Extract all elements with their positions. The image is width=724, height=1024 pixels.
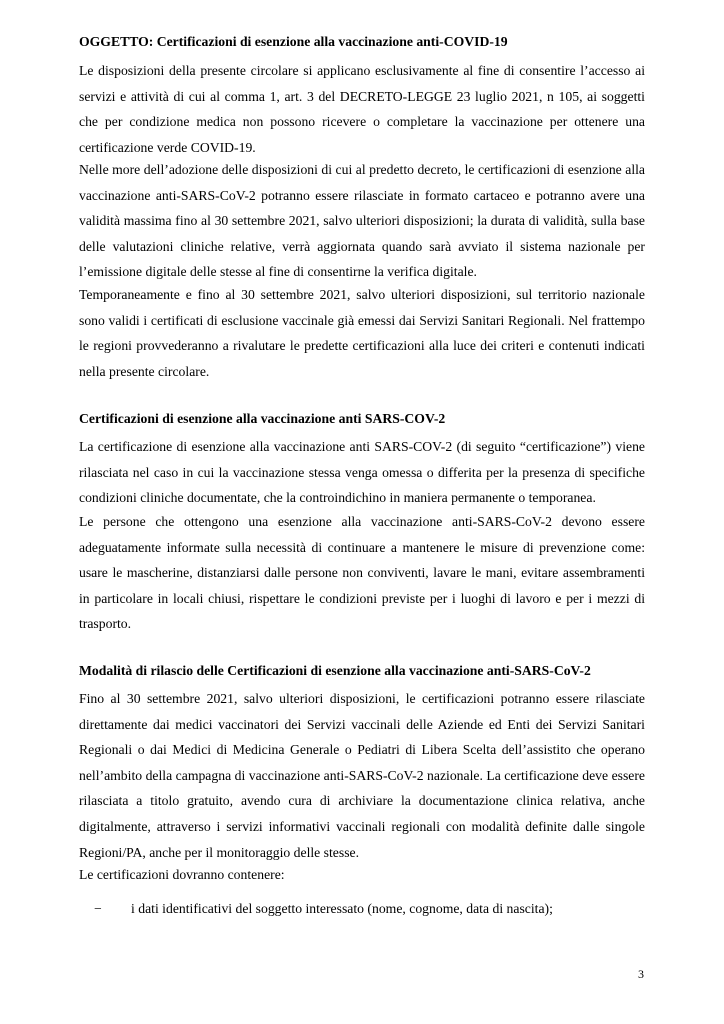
section-heading-modalita: Modalità di rilascio delle Certificazioni di esenzione alla vaccinazione anti-SARS-CoV-2 bbox=[79, 663, 591, 678]
paragraph-5: Le persone che ottengono una esenzione alla vaccinazione anti-SARS-CoV-2 devono essere adeguatamente informate sulla necessità di continuare a mantenere le misure di prevenzione come: usare le mascherine, distanziarsi dalle persone non conviventi, lavare le mani, evitare assembramenti in particolare in locali chiusi, rispettare le condizioni previste per i luoghi di lavoro e per i mezzi di trasporto. bbox=[79, 514, 645, 632]
page-number: 3 bbox=[638, 967, 644, 981]
paragraph-4: La certificazione di esenzione alla vaccinazione anti SARS-COV-2 (di seguito “certificazione”) viene rilasciata nel caso in cui la vaccinazione stessa venga omessa o differita per la presenza di specifiche condizioni cliniche documentate, che la controindichino in maniera permanente o temporanea. bbox=[79, 439, 645, 506]
paragraph-2: Nelle more dell’adozione delle disposizioni di cui al predetto decreto, le certificazioni di esenzione alla vaccinazione anti-SARS-CoV-2 potranno essere rilasciate in formato cartaceo e potranno avere una validità massima fino al 30 settembre 2021, salvo ulteriori disposizioni; la durata di validità, sulla base delle valutazioni cliniche relative, verrà aggiornata quando sarà avviato il sistema nazionale per l’emissione digitale delle stesse al fine di consentirne la verifica digitale. bbox=[79, 162, 645, 280]
bullet-dash: − bbox=[94, 901, 102, 916]
subject-heading: OGGETTO: Certificazioni di esenzione alla vaccinazione anti-COVID-19 bbox=[79, 34, 508, 49]
paragraph-3: Temporaneamente e fino al 30 settembre 2021, salvo ulteriori disposizioni, sul territorio nazionale sono validi i certificati di esclusione vaccinale già emessi dai Servizi Sanitari Regionali. Nel frattempo le regioni provvederanno a rivalutare le predette certificazioni alla luce dei criteri e contenuti indicati nella presente circolare. bbox=[79, 287, 645, 379]
list-item-text: i dati identificativi del soggetto interessato (nome, cognome, data di nascita); bbox=[131, 901, 553, 916]
paragraph-1: Le disposizioni della presente circolare si applicano esclusivamente al fine di consentire l’accesso ai servizi e attività di cui al comma 1, art. 3 del DECRETO-LEGGE 23 luglio 2021, n 105, ai soggetti che per condizione medica non possono ricevere o completare la vaccinazione per ottenere una certificazione verde COVID-19. bbox=[79, 63, 645, 155]
section-heading-certificazioni: Certificazioni di esenzione alla vaccinazione anti SARS-COV-2 bbox=[79, 411, 446, 426]
paragraph-7: Le certificazioni dovranno contenere: bbox=[79, 867, 285, 882]
paragraph-6: Fino al 30 settembre 2021, salvo ulteriori disposizioni, le certificazioni potranno essere rilasciate direttamente dai medici vaccinatori dei Servizi vaccinali delle Aziende ed Enti dei Servizi Sanitari Regionali o dai Medici di Medicina Generale o Pediatri di Libera Scelta dell’assistito che operano nell’ambito della campagna di vaccinazione anti-SARS-CoV-2 nazionale. La certificazione deve essere rilasciata a titolo gratuito, avendo cura di archiviare la documentazione clinica relativa, anche digitalmente, attraverso i servizi informativi vaccinali regionali con modalità definite dalle singole Regioni/PA, anche per il monitoraggio delle stesse. bbox=[79, 691, 645, 860]
